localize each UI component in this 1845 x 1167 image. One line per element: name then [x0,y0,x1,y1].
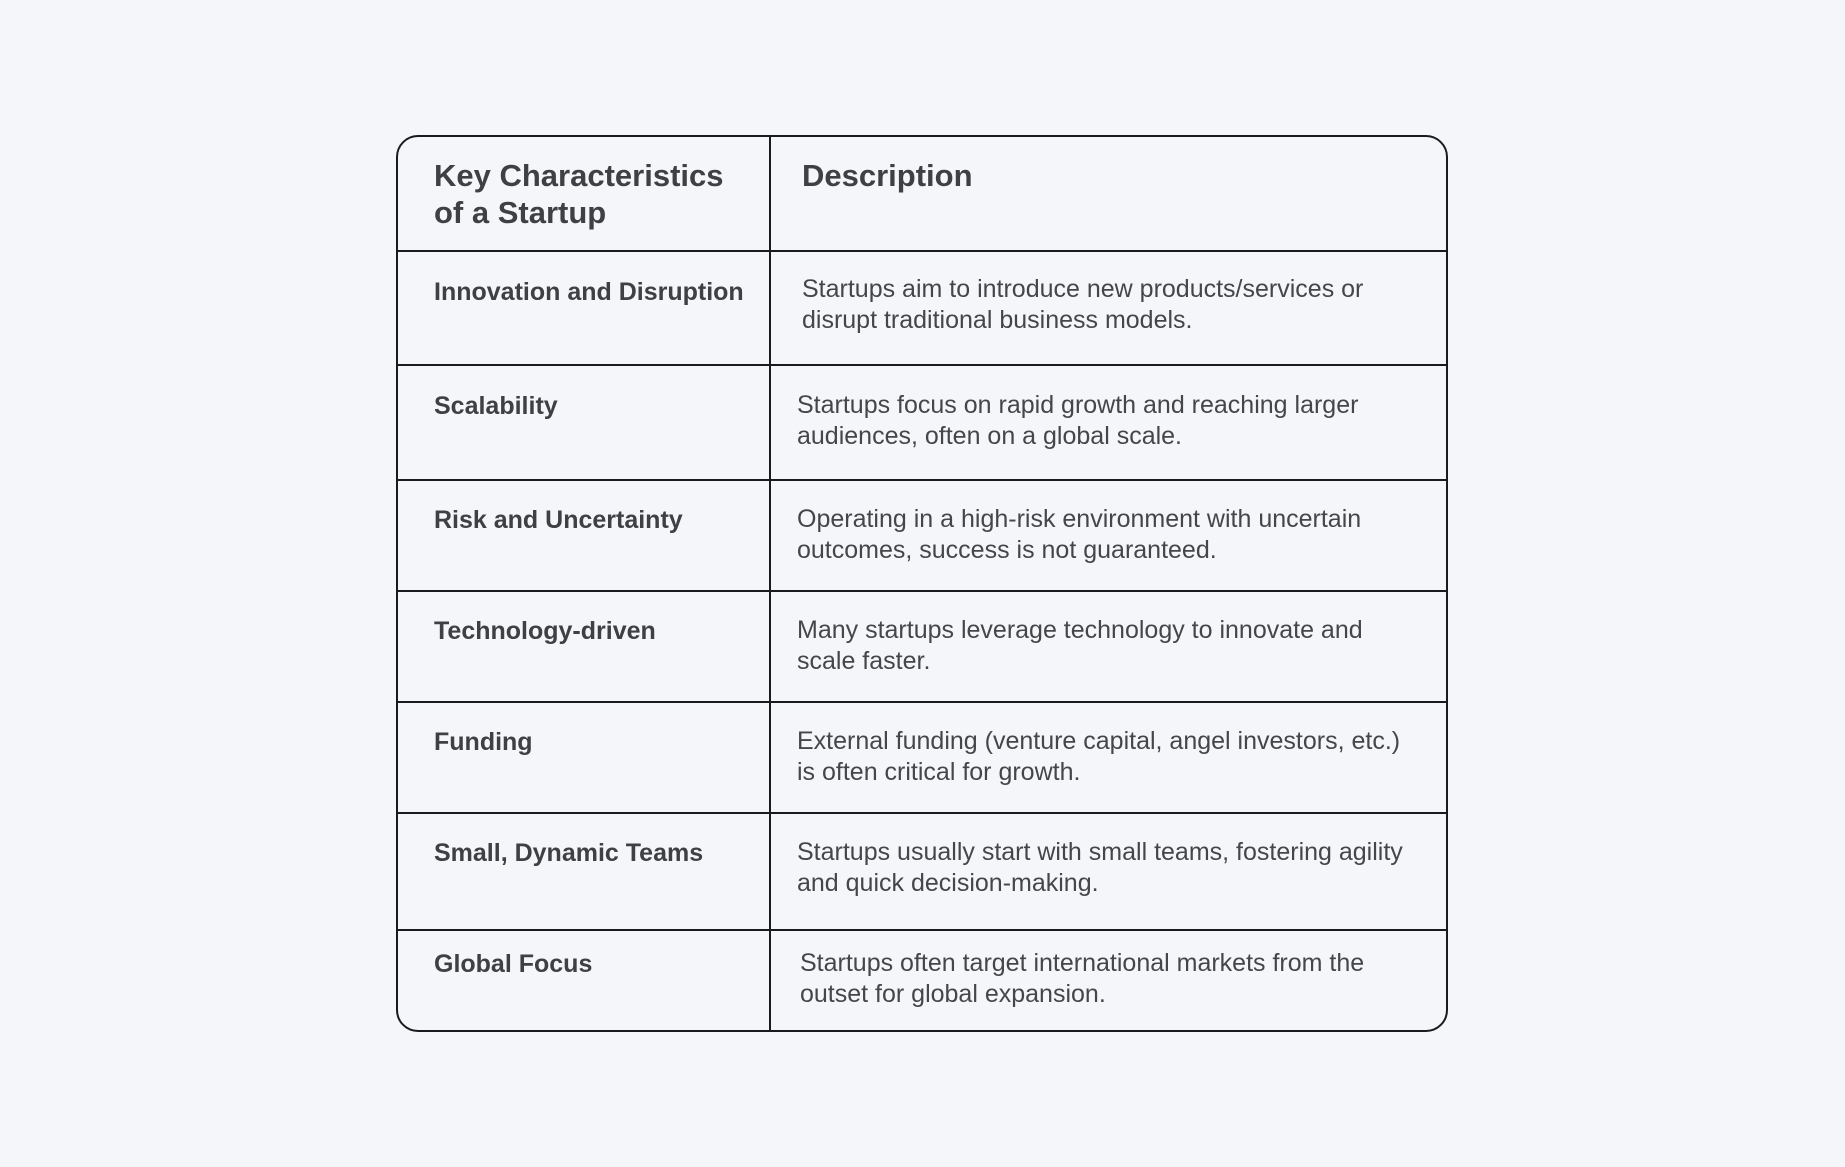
row-key: Funding [434,728,533,756]
header-key-characteristics: Key Characteristics of a Startup [434,158,724,230]
row-description: Startups aim to introduce new products/services or disrupt traditional business models. [802,275,1364,334]
row-description: Operating in a high-risk environment with uncertain outcomes, success is not guaranteed. [797,505,1362,564]
characteristics-table [396,135,1448,1032]
row-description: Startups focus on rapid growth and reaching larger audiences, often on a global scale. [797,391,1359,450]
row-description: Many startups leverage technology to innovate and scale faster. [797,616,1363,675]
row-description: Startups often target international markets from the outset for global expansion. [800,949,1365,1008]
table-row [398,481,1446,592]
row-description: Startups usually start with small teams, fostering agility and quick decision-making. [797,838,1403,897]
row-key: Scalability [434,392,558,420]
row-key: Global Focus [434,950,593,978]
row-key: Risk and Uncertainty [434,506,683,534]
header-description: Description [802,158,973,193]
table-row [398,703,1446,814]
row-key: Technology-driven [434,617,656,645]
table-row [398,814,1446,931]
table-row [398,931,1446,1032]
table-row [398,252,1446,366]
row-key: Small, Dynamic Teams [434,839,704,867]
row-description: External funding (venture capital, angel investors, etc.) is often critical for growth. [797,727,1401,786]
table-row [398,592,1446,703]
row-key: Innovation and Disruption [434,278,744,306]
table-header-row [398,137,1446,252]
table-row [398,366,1446,481]
